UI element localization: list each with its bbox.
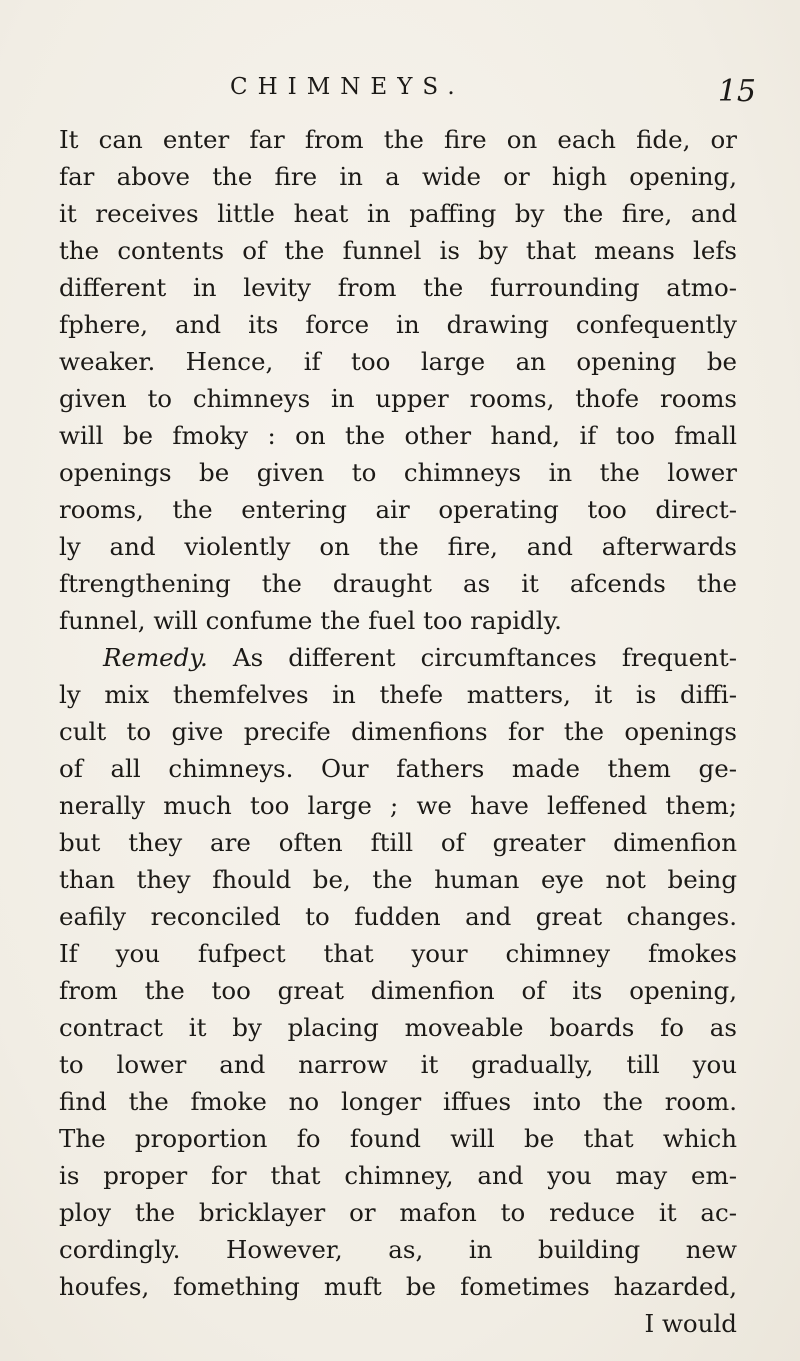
text-line: ly and violently on the fire, and afterwards xyxy=(59,532,737,561)
text-line: openings be given to chimneys in the lower xyxy=(59,458,737,487)
text-line: will be fmoky : on the other hand, if too fmall xyxy=(59,421,737,450)
text-line: different in levity from the furrounding atmo- xyxy=(59,273,737,302)
text-line: nerally much too large ; we have leffened them; xyxy=(59,791,737,820)
text-line: from the too great dimenfion of its opening, xyxy=(59,976,737,1005)
text-line: of all chimneys. Our fathers made them ge- xyxy=(59,754,737,783)
text-line: far above the fire in a wide or high opening, xyxy=(59,162,737,191)
text-line: than they fhould be, the human eye not being xyxy=(59,865,737,894)
text-line: weaker. Hence, if too large an opening be xyxy=(59,347,737,376)
text-line: fphere, and its force in drawing confequently xyxy=(59,310,737,339)
text-line: ftrengthening the draught as it afcends the xyxy=(59,569,737,598)
text-line: rooms, the entering air operating too direct- xyxy=(59,495,737,524)
page-number: 15 xyxy=(717,74,756,109)
body-text xyxy=(59,121,737,1342)
text-line: cordingly. However, as, in building new xyxy=(59,1235,737,1264)
remedy-label: Remedy. xyxy=(103,643,208,672)
text-line: If you fufpect that your chimney fmokes xyxy=(59,939,737,968)
catchword: I would xyxy=(644,1309,737,1338)
text-line: The proportion fo found will be that which xyxy=(59,1124,737,1153)
text-line: given to chimneys in upper rooms, thofe rooms xyxy=(59,384,737,413)
text-line: the contents of the funnel is by that means lefs xyxy=(59,236,737,265)
remedy-line xyxy=(59,639,737,676)
text-line: find the fmoke no longer iffues into the room. xyxy=(59,1087,737,1116)
remedy-text: As different circumftances frequent- xyxy=(232,643,737,672)
text-line: cult to give precife dimenfions for the openings xyxy=(59,717,737,746)
text-line: to lower and narrow it gradually, till you xyxy=(59,1050,737,1079)
running-head xyxy=(90,74,770,114)
text-line: it receives little heat in paffing by the fire, and xyxy=(59,199,737,228)
text-line: funnel, will confume the fuel too rapidly. xyxy=(59,606,562,635)
text-line: It can enter far from the fire on each fide, or xyxy=(59,125,737,154)
text-line: ploy the bricklayer or mafon to reduce it ac- xyxy=(59,1198,737,1227)
text-line: eafily reconciled to fudden and great changes. xyxy=(59,902,737,931)
text-line: ly mix themfelves in thefe matters, it is diffi- xyxy=(59,680,737,709)
running-title: CHIMNEYS. xyxy=(230,74,465,100)
text-line: contract it by placing moveable boards fo as xyxy=(59,1013,737,1042)
text-line: houfes, fomething muft be fometimes hazarded, xyxy=(59,1272,737,1301)
text-line: is proper for that chimney, and you may em- xyxy=(59,1161,737,1190)
text-line: but they are often ftill of greater dimenfion xyxy=(59,828,737,857)
